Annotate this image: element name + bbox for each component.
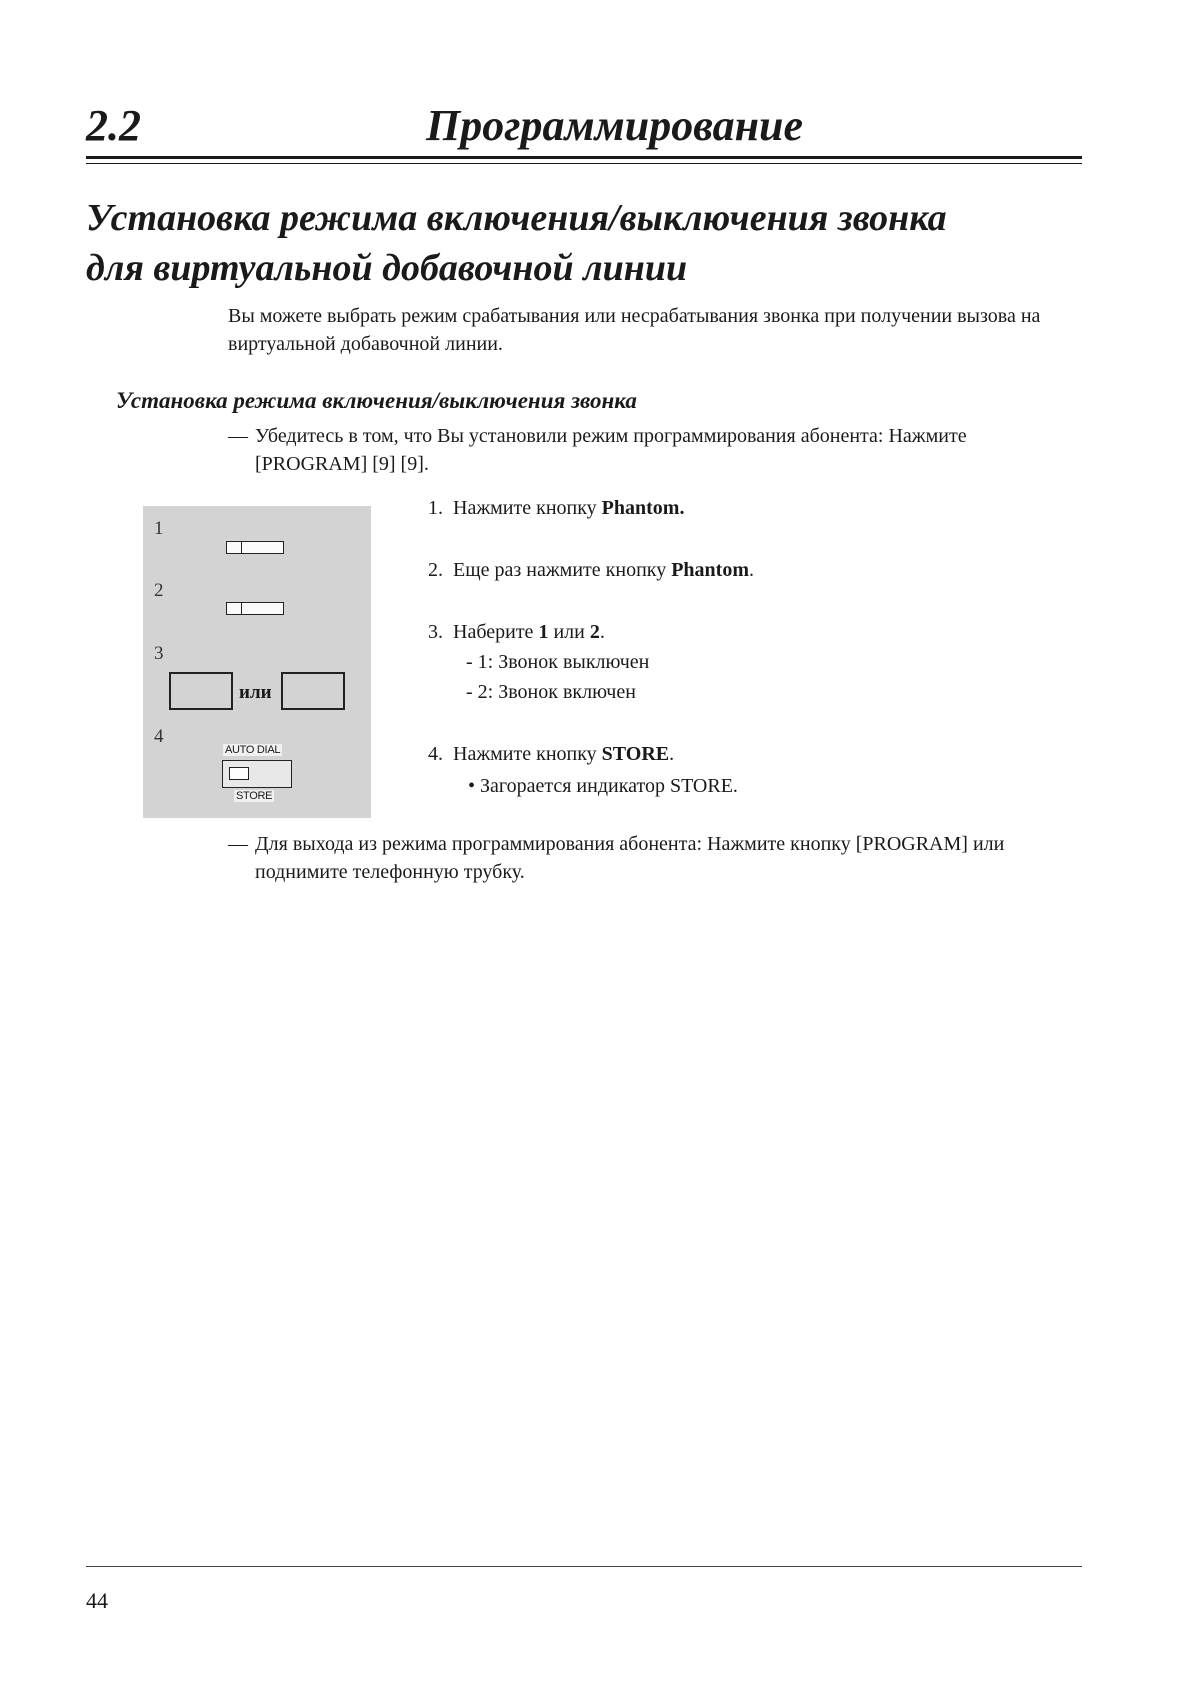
- or-label: или: [239, 682, 272, 703]
- step-text: Нажмите кнопку: [453, 497, 602, 519]
- panel-label-2: 2: [154, 580, 164, 601]
- step-number: 2.: [428, 559, 443, 581]
- note-dash: —: [228, 833, 248, 855]
- step-digit: 2: [589, 621, 600, 643]
- panel-label-3: 3: [154, 643, 164, 664]
- step-key-name: STORE: [601, 743, 670, 765]
- header-rule-thick: [86, 156, 1082, 159]
- step-text: Нажмите кнопку: [453, 743, 602, 765]
- section-title: Программирование: [426, 101, 804, 150]
- dial-key-icon: [281, 672, 345, 710]
- step-punct: .: [669, 743, 675, 765]
- note-before-text: Убедитесь в том, что Вы установили режим программирования абонента: Нажмите [PROGRAM] [9] [9].: [255, 425, 967, 475]
- footer-rule: [86, 1566, 1082, 1567]
- step-number: 4.: [428, 743, 443, 765]
- step-punct: .: [679, 497, 685, 519]
- step-1: [428, 494, 684, 522]
- header-rule-thin: [86, 163, 1082, 164]
- step-4: [428, 740, 674, 768]
- step-punct: .: [749, 559, 754, 581]
- page-number: 44: [86, 1588, 108, 1613]
- step-text: Наберите: [453, 621, 539, 643]
- note-before: [228, 422, 1078, 478]
- page-heading-line-1: Установка режима включения/выключения звонка: [86, 197, 947, 239]
- step-digit: 1: [538, 621, 549, 643]
- step-text: Еще раз нажмите кнопку: [453, 559, 672, 581]
- led-icon: [227, 542, 242, 553]
- store-key-icon: [222, 760, 292, 788]
- step-number: 1.: [428, 497, 443, 519]
- phantom-key-icon: [226, 541, 284, 554]
- note-after-text: Для выхода из режима программирования абонента: Нажмите кнопку [PROGRAM] или поднимите телефонную трубку.: [255, 833, 1005, 883]
- step-number: 3.: [428, 621, 443, 643]
- subheading: Установка режима включения/выключения звонка: [116, 388, 637, 413]
- auto-dial-label: AUTO DIAL: [225, 744, 281, 756]
- store-label: STORE: [236, 790, 273, 802]
- step-key-name: Phantom: [671, 559, 749, 581]
- indicator-icon: [229, 767, 249, 780]
- phantom-key-icon: [226, 602, 284, 615]
- note-dash: —: [228, 425, 248, 447]
- step-key-name: Phantom: [601, 497, 680, 519]
- step-3-option-2: - 2: Звонок включен: [466, 681, 636, 703]
- step-punct: .: [599, 621, 605, 643]
- panel-label-4: 4: [154, 726, 164, 747]
- led-icon: [227, 603, 242, 614]
- step-4-note: • Загорается индикатор STORE.: [468, 775, 738, 797]
- intro-paragraph: Вы можете выбрать режим срабатывания или несрабатывания звонка при получении вызова на виртуальной добавочной линии.: [228, 305, 1041, 355]
- page-heading-line-2: для виртуальной добавочной линии: [86, 247, 688, 289]
- step-3: [428, 618, 605, 646]
- note-after: [228, 830, 1078, 886]
- step-2: [428, 556, 754, 584]
- panel-label-1: 1: [154, 518, 164, 539]
- keypad-illustration: [143, 506, 371, 818]
- dial-key-icon: [169, 672, 233, 710]
- step-3-option-1: - 1: Звонок выключен: [466, 651, 650, 673]
- section-number: 2.2: [86, 101, 141, 150]
- step-text: или: [548, 621, 590, 643]
